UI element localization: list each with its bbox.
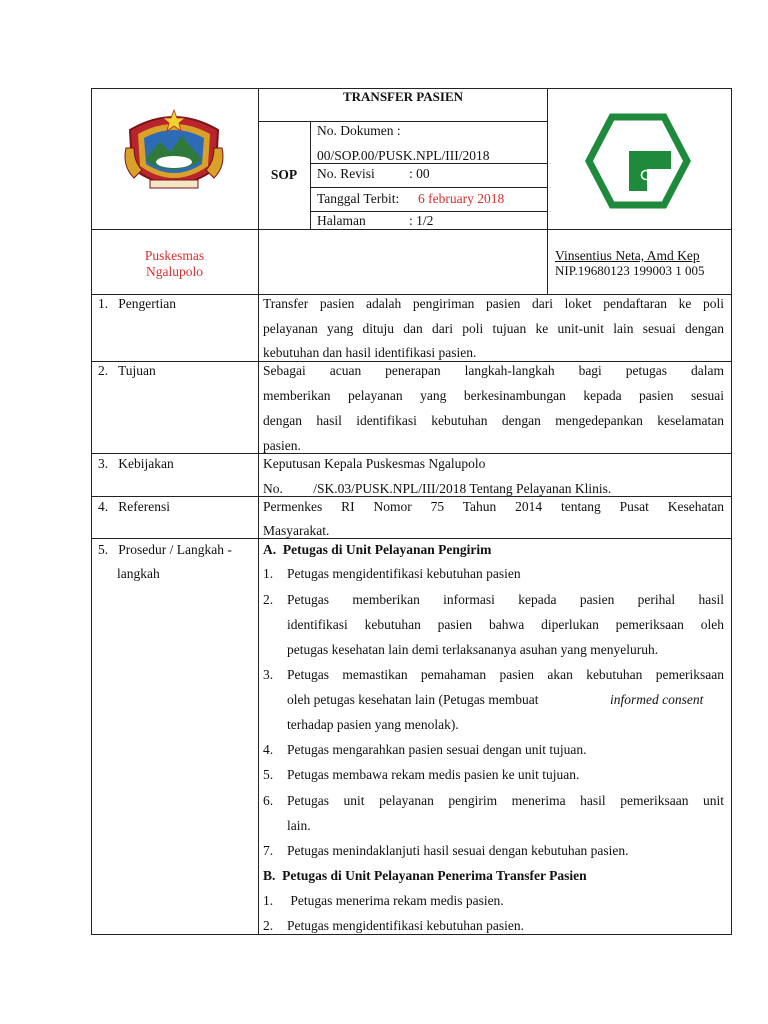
tujuan-line: pasien. [263,438,301,453]
regional-emblem-icon [120,108,228,196]
list-item-a6: Petugas unit pelayanan pengirim menerima hasil pemeriksaan unit [287,793,724,808]
referensi-line: Masyarakat. [263,523,330,538]
table-border-left [91,88,92,935]
list-number: 7. [263,843,274,858]
list-item-a3: oleh petugas kesehatan lain (Petugas membuat [287,692,539,707]
signer-nip: NIP.19680123 199003 1 005 [555,263,705,278]
puskesmas-logo-icon [585,113,691,209]
list-number: 6. [263,793,274,808]
org-name-line1: Puskesmas [144,248,205,263]
label-pengertian: 1. Pengertian [98,296,176,311]
divider-col1 [258,88,259,935]
divider-col3 [547,88,548,294]
label-tujuan: 2. Tujuan [98,363,156,378]
list-item-a3: terhadap pasien yang menolak). [287,717,459,732]
list-item-a7: Petugas menindaklanjuti hasil sesuai dengan kebutuhan pasien. [287,843,629,858]
table-border-bottom [91,934,732,935]
list-number: 4. [263,742,274,757]
table-border-right [731,88,732,935]
list-item-b2: Petugas mengidentifikasi kebutuhan pasien. [287,918,524,933]
pengertian-line: kebutuhan dan hasil identifikasi pasien. [263,345,477,360]
divider-sop [310,121,311,229]
label-referensi: 4. Referensi [98,499,170,514]
list-number: 1. [263,893,274,908]
divider-org-row [91,294,732,295]
divider-header-bottom [91,229,732,230]
sop-label: SOP [270,167,298,182]
list-item-a2: petugas kesehatan lain demi terlaksananya asuhan yang menyeluruh. [287,642,659,657]
list-item-a2: Petugas memberikan informasi kepada pasien perihal hasil [287,592,724,607]
prosedur-part-b-title: B. Petugas di Unit Pelayanan Penerima Transfer Pasien [263,868,587,883]
divider-pengertian [91,361,732,362]
kebijakan-line: No. /SK.03/PUSK.NPL/III/2018 Tentang Pelayanan Klinis. [263,481,612,496]
list-item-b1: Petugas menerima rekam medis pasien. [287,893,504,908]
list-number: 1. [263,566,274,581]
pengertian-line: Transfer pasien adalah pengiriman pasien dari loket pendaftaran ke poli [263,296,724,311]
label-prosedur-cont: langkah [117,566,160,581]
divider-referensi [91,538,732,539]
list-number: 2. [263,592,274,607]
revisi-value: : 00 [409,166,430,181]
list-number: 5. [263,767,274,782]
document-title: TRANSFER PASIEN [342,89,464,104]
revisi-label: No. Revisi [317,166,375,181]
halaman-value: : 1/2 [409,213,434,228]
list-item-a1: Petugas mengidentifikasi kebutuhan pasien [287,566,521,581]
tujuan-line: Sebagai acuan penerapan langkah-langkah bagi petugas dalam [263,363,724,378]
divider-tujuan [91,453,732,454]
dokumen-label: No. Dokumen : [317,123,401,138]
list-item-a2: identifikasi kebutuhan pasien bahwa diperlukan pemeriksaan oleh [287,617,724,632]
org-name-line2: Ngalupolo [146,264,203,279]
list-number: 3. [263,667,274,682]
pengertian-line: pelayanan yang dituju dan dari poli tujuan ke unit-unit lain sesuai dengan [263,321,724,336]
dokumen-value: 00/SOP.00/PUSK.NPL/III/2018 [317,148,490,163]
divider-title [258,121,548,122]
divider-terbit [310,211,548,212]
tujuan-line: memberikan pelayanan yang berkesinambungan kepada pasien sesuai [263,388,724,403]
tujuan-line: dengan hasil identifikasi kebutuhan dengan mengedepankan keselamatan [263,413,724,428]
signer-name: Vinsentius Neta, Amd Kep [555,248,700,263]
label-prosedur: 5. Prosedur / Langkah - [98,542,232,557]
list-number: 2. [263,918,274,933]
label-kebijakan: 3. Kebijakan [98,456,174,471]
referensi-line: Permenkes RI Nomor 75 Tahun 2014 tentang Pusat Kesehatan [263,499,724,514]
divider-revisi [310,187,548,188]
list-item-a3-italic: informed consent [610,692,704,707]
halaman-label: Halaman [317,213,366,228]
list-item-a3: Petugas memastikan pemahaman pasien akan kebutuhan pemeriksaan [287,667,724,682]
terbit-value: 6 february 2018 [418,191,505,206]
list-item-a6: lain. [287,818,311,833]
kebijakan-line: Keputusan Kepala Puskesmas Ngalupolo [263,456,486,471]
list-item-a5: Petugas membawa rekam medis pasien ke unit tujuan. [287,767,580,782]
terbit-label: Tanggal Terbit: [317,191,400,206]
list-item-a4: Petugas mengarahkan pasien sesuai dengan unit tujuan. [287,742,587,757]
prosedur-part-a-title: A. Petugas di Unit Pelayanan Pengirim [263,542,492,557]
